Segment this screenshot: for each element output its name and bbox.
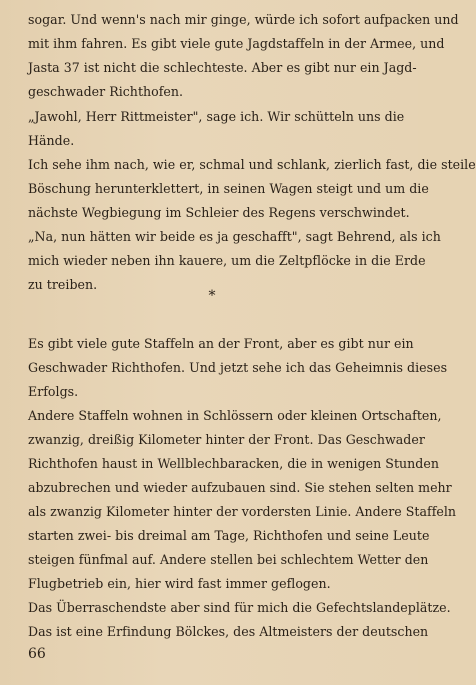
text-line: Jasta 37 ist nicht die schlechteste. Aber es gibt nur ein Jagd- <box>28 60 417 75</box>
text-line: Ich sehe ihm nach, wie er, schmal und schlank, zierlich fast, die steile <box>28 157 476 172</box>
text-line: nächste Wegbiegung im Schleier des Regens verschwindet. <box>28 205 410 220</box>
text-line: mit ihm fahren. Es gibt viele gute Jagdstaffeln in der Armee, und <box>28 36 445 51</box>
text-line: Geschwader Richthofen. Und jetzt sehe ich das Geheimnis dieses <box>28 360 448 375</box>
text-line: geschwader Richthofen. <box>28 84 184 99</box>
section-separator: * <box>208 288 216 304</box>
body-text <box>28 0 476 685</box>
text-line: Böschung herunterklettert, in seinen Wagen steigt und um die <box>28 181 429 196</box>
text-line: Hände. <box>28 133 75 148</box>
text-line: Das ist eine Erfindung Bölckes, des Altmeisters der deutschen <box>28 624 429 639</box>
text-line: Andere Staffeln wohnen in Schlössern oder kleinen Ortschaften, <box>28 408 442 423</box>
text-line: Es gibt viele gute Staffeln an der Front, aber es gibt nur ein <box>28 336 414 351</box>
text-line: Erfolgs. <box>28 384 79 399</box>
text-line: Flugbetrieb ein, hier wird fast immer geflogen. <box>28 576 331 591</box>
text-line: abzubrechen und wieder aufzubauen sind. Sie stehen selten mehr <box>28 480 452 495</box>
text-line: steigen fünfmal auf. Andere stellen bei schlechtem Wetter den <box>28 552 429 567</box>
text-line: Richthofen haust in Wellblechbaracken, die in wenigen Stunden <box>28 456 439 471</box>
text-line: „Na, nun hätten wir beide es ja geschafft", sagt Behrend, als ich <box>28 229 441 244</box>
text-line: mich wieder neben ihn kauere, um die Zeltpflöcke in die Erde <box>28 253 426 268</box>
text-line: als zwanzig Kilometer hinter der vordersten Linie. Andere Staffeln <box>28 504 457 519</box>
page-number: 66 <box>28 646 46 662</box>
text-line: sogar. Und wenn's nach mir ginge, würde ich sofort aufpacken und <box>28 12 459 27</box>
text-line: „Jawohl, Herr Rittmeister", sage ich. Wir schütteln uns die <box>28 109 405 124</box>
text-line: zu treiben. <box>28 277 98 292</box>
text-line: Das Überraschendste aber sind für mich die Gefechtslandeplätze. <box>28 600 451 615</box>
text-line: zwanzig, dreißig Kilometer hinter der Front. Das Geschwader <box>28 432 425 447</box>
text-line: starten zwei- bis dreimal am Tage, Richthofen und seine Leute <box>28 528 430 543</box>
